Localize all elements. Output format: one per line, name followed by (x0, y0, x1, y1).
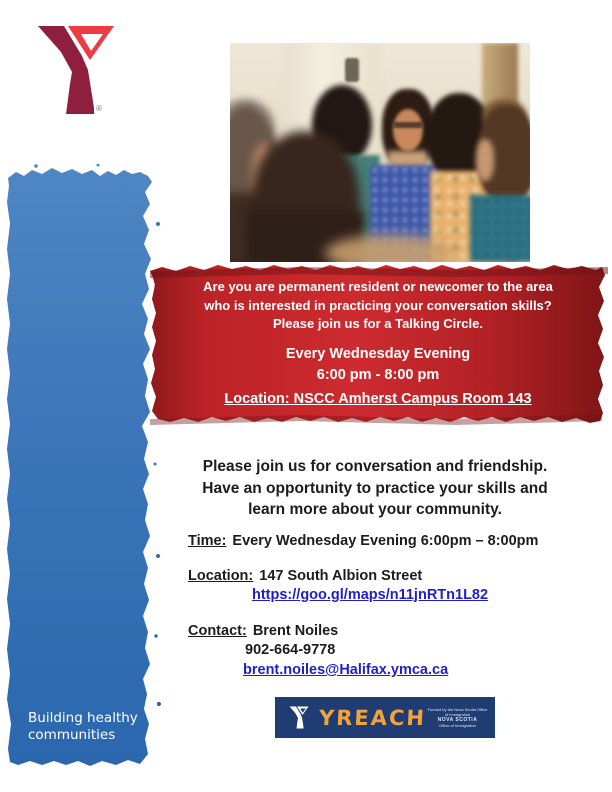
time-value: Every Wednesday Evening 6:00pm – 8:00pm (232, 533, 539, 549)
yreach-y-icon (287, 705, 311, 731)
location-value: 147 South Albion Street (259, 568, 423, 584)
banner-schedule-line: Every Wednesday Evening (285, 345, 471, 362)
funding-line: Funded by the Nova Scotia Office of Immigration (427, 707, 488, 717)
contact-label: Contact: (188, 623, 247, 639)
banner-intro-line: Are you are permanent resident or newcomer to the area (203, 279, 553, 294)
body-line: learn more about your community. (248, 501, 502, 518)
banner-schedule-line: 6:00 pm - 8:00 pm (316, 366, 440, 383)
tagline-line: communities (28, 727, 116, 743)
phone-row (188, 640, 588, 660)
location-label: Location: (188, 568, 254, 584)
spacer (188, 550, 588, 567)
yreach-funding-text (426, 707, 489, 728)
ymca-y-icon (28, 22, 124, 122)
event-photo (230, 43, 530, 262)
location-row (188, 567, 588, 585)
banner-intro-line: who is interested in practicing your conversation skills? (204, 297, 552, 313)
banner-intro-line: Please join us for a Talking Circle. (273, 316, 483, 331)
photo-shape (470, 195, 530, 262)
spacer (188, 605, 588, 622)
funding-line: Office of Immigration (439, 723, 476, 728)
body-line: Have an opportunity to practice your skills and (202, 479, 548, 497)
time-label: Time: (188, 533, 227, 549)
ymca-logo (28, 22, 124, 122)
body-paragraph (152, 456, 598, 521)
time-row (188, 532, 588, 550)
photo-shape (476, 139, 494, 181)
photo-shape (393, 109, 423, 151)
banner-text-block (150, 262, 606, 428)
tagline (28, 710, 138, 744)
yreach-logo (275, 697, 495, 738)
banner-location-line: Location: NSCC Amherst Campus Room 143 (224, 390, 532, 407)
photo-shape (394, 122, 422, 128)
yreach-wordmark: YREACH (318, 705, 427, 730)
details-block (188, 532, 588, 680)
map-link-row (188, 585, 588, 605)
contact-row (188, 622, 588, 640)
tagline-line: Building healthy (28, 710, 138, 726)
email-row (188, 660, 588, 680)
contact-phone: 902-664-9778 (245, 642, 336, 658)
map-link[interactable]: https://goo.gl/maps/n11jnRTn1L82 (252, 587, 489, 603)
registered-mark: ® (96, 104, 102, 113)
photo-shape (345, 58, 359, 82)
body-line: Please join us for conversation and friendship. (202, 458, 548, 475)
contact-email-link[interactable]: brent.noiles@Halifax.ymca.ca (243, 662, 449, 678)
blue-brush-band (2, 164, 166, 778)
contact-name: Brent Noiles (252, 623, 339, 639)
nova-scotia-wordmark: NOVA SCOTIA (437, 717, 478, 723)
